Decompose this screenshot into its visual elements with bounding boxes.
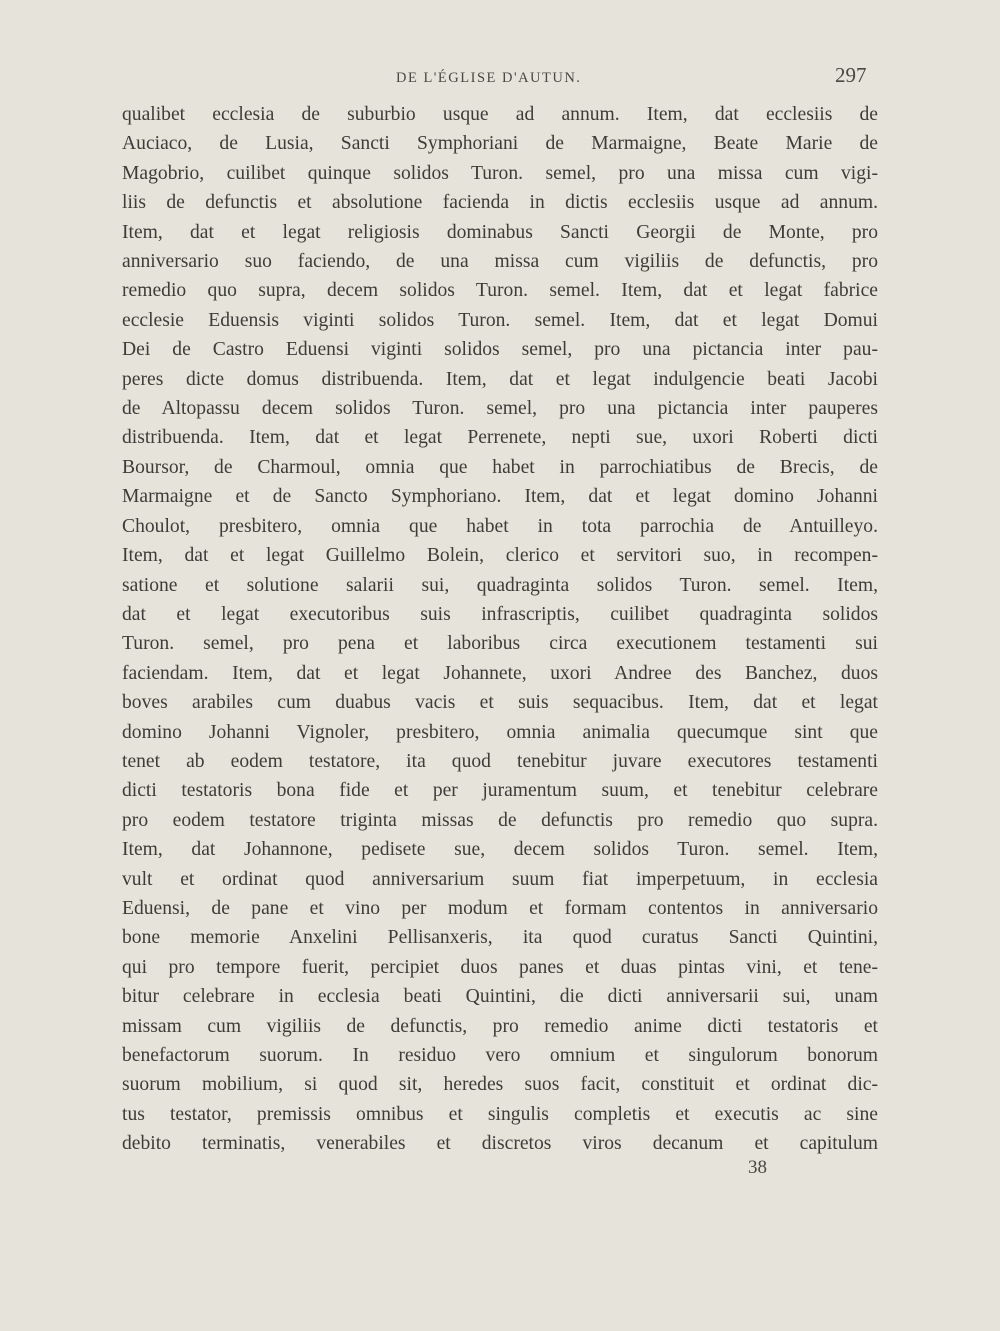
text-line: benefactorum suorum. In residuo vero omnium et singulorum bonorum	[122, 1045, 878, 1066]
text-line: Item, dat Johannone, pedisete sue, decem solidos Turon. semel. Item,	[122, 839, 878, 861]
text-line: Eduensi, de pane et vino per modum et formam contentos in anniversario	[122, 897, 878, 919]
text-line: bone memorie Anxelini Pellisanxeris, ita quod curatus Sancti Quintini,	[122, 927, 878, 949]
text-line: qui pro tempore fuerit, percipiet duos panes et duas pintas vini, et tene-	[122, 956, 878, 978]
text-line: dicti testatoris bona fide et per juramentum suum, et tenebitur celebrare	[122, 780, 878, 802]
text-line: dat et legat executoribus suis infrascriptis, cuilibet quadraginta solidos	[122, 603, 878, 625]
text-line: boves arabiles cum duabus vacis et suis sequacibus. Item, dat et legat	[122, 692, 878, 714]
body-text	[122, 100, 878, 1159]
text-line: Marmaigne et de Sancto Symphoriano. Item, dat et legat domino Johanni	[122, 486, 878, 508]
text-line: distribuenda. Item, dat et legat Perrenete, nepti sue, uxori Roberti dicti	[122, 427, 878, 449]
text-line: satione et solutione salarii sui, quadraginta solidos Turon. semel. Item,	[122, 574, 878, 596]
text-line: liis de defunctis et absolutione facienda in dictis ecclesiis usque ad annum.	[122, 192, 878, 214]
text-line: domino Johanni Vignoler, presbitero, omnia animalia quecumque sint que	[122, 721, 878, 743]
text-line: de Altopassu decem solidos Turon. semel, pro una pictancia inter pauperes	[122, 398, 878, 420]
text-line: Item, dat et legat Guillelmo Bolein, clerico et servitori suo, in recompen-	[122, 545, 878, 567]
text-line: suorum mobilium, si quod sit, heredes suos facit, constituit et ordinat dic-	[122, 1074, 878, 1096]
text-line: pro eodem testatore triginta missas de defunctis pro remedio quo supra.	[122, 809, 878, 831]
text-line: missam cum vigiliis de defunctis, pro remedio anime dicti testatoris et	[122, 1015, 878, 1037]
text-line: Magobrio, cuilibet quinque solidos Turon. semel, pro una missa cum vigi-	[122, 162, 878, 184]
text-line: Auciaco, de Lusia, Sancti Symphoriani de Marmaigne, Beate Marie de	[122, 133, 878, 155]
text-line: remedio quo supra, decem solidos Turon. semel. Item, dat et legat fabrice	[122, 280, 878, 302]
text-line: faciendam. Item, dat et legat Johannete, uxori Andree des Banchez, duos	[122, 662, 878, 684]
text-line: Turon. semel, pro pena et laboribus circa executionem testamenti sui	[122, 633, 878, 655]
text-line: peres dicte domus distribuenda. Item, dat et legat indulgencie beati Jacobi	[122, 368, 878, 390]
text-line: ecclesie Eduensis viginti solidos Turon. semel. Item, dat et legat Domui	[122, 309, 878, 331]
text-line: Choulot, presbitero, omnia que habet in tota parrochia de Antuilleyo.	[122, 515, 878, 537]
text-line: bitur celebrare in ecclesia beati Quintini, die dicti anniversarii sui, unam	[122, 986, 878, 1008]
text-line: debito terminatis, venerabiles et discretos viros decanum et capitulum	[122, 1133, 878, 1155]
text-line: tus testator, premissis omnibus et singulis completis et executis ac sine	[122, 1103, 878, 1125]
text-line: vult et ordinat quod anniversarium suum fiat imperpetuum, in ecclesia	[122, 868, 878, 890]
text-line: tenet ab eodem testatore, ita quod tenebitur juvare executores testamenti	[122, 750, 878, 772]
text-line: Dei de Castro Eduensi viginti solidos semel, pro una pictancia inter pau-	[122, 339, 878, 361]
signature-mark: 38	[748, 1157, 767, 1178]
text-line: Item, dat et legat religiosis dominabus Sancti Georgii de Monte, pro	[122, 221, 878, 243]
text-line: Boursor, de Charmoul, omnia que habet in parrochiatibus de Brecis, de	[122, 456, 878, 478]
text-line: qualibet ecclesia de suburbio usque ad annum. Item, dat ecclesiis de	[122, 104, 878, 125]
running-head: DE L'ÉGLISE D'AUTUN.	[396, 70, 582, 86]
page-number: 297	[835, 63, 867, 87]
text-line: anniversario suo faciendo, de una missa cum vigiliis de defunctis, pro	[122, 251, 878, 273]
